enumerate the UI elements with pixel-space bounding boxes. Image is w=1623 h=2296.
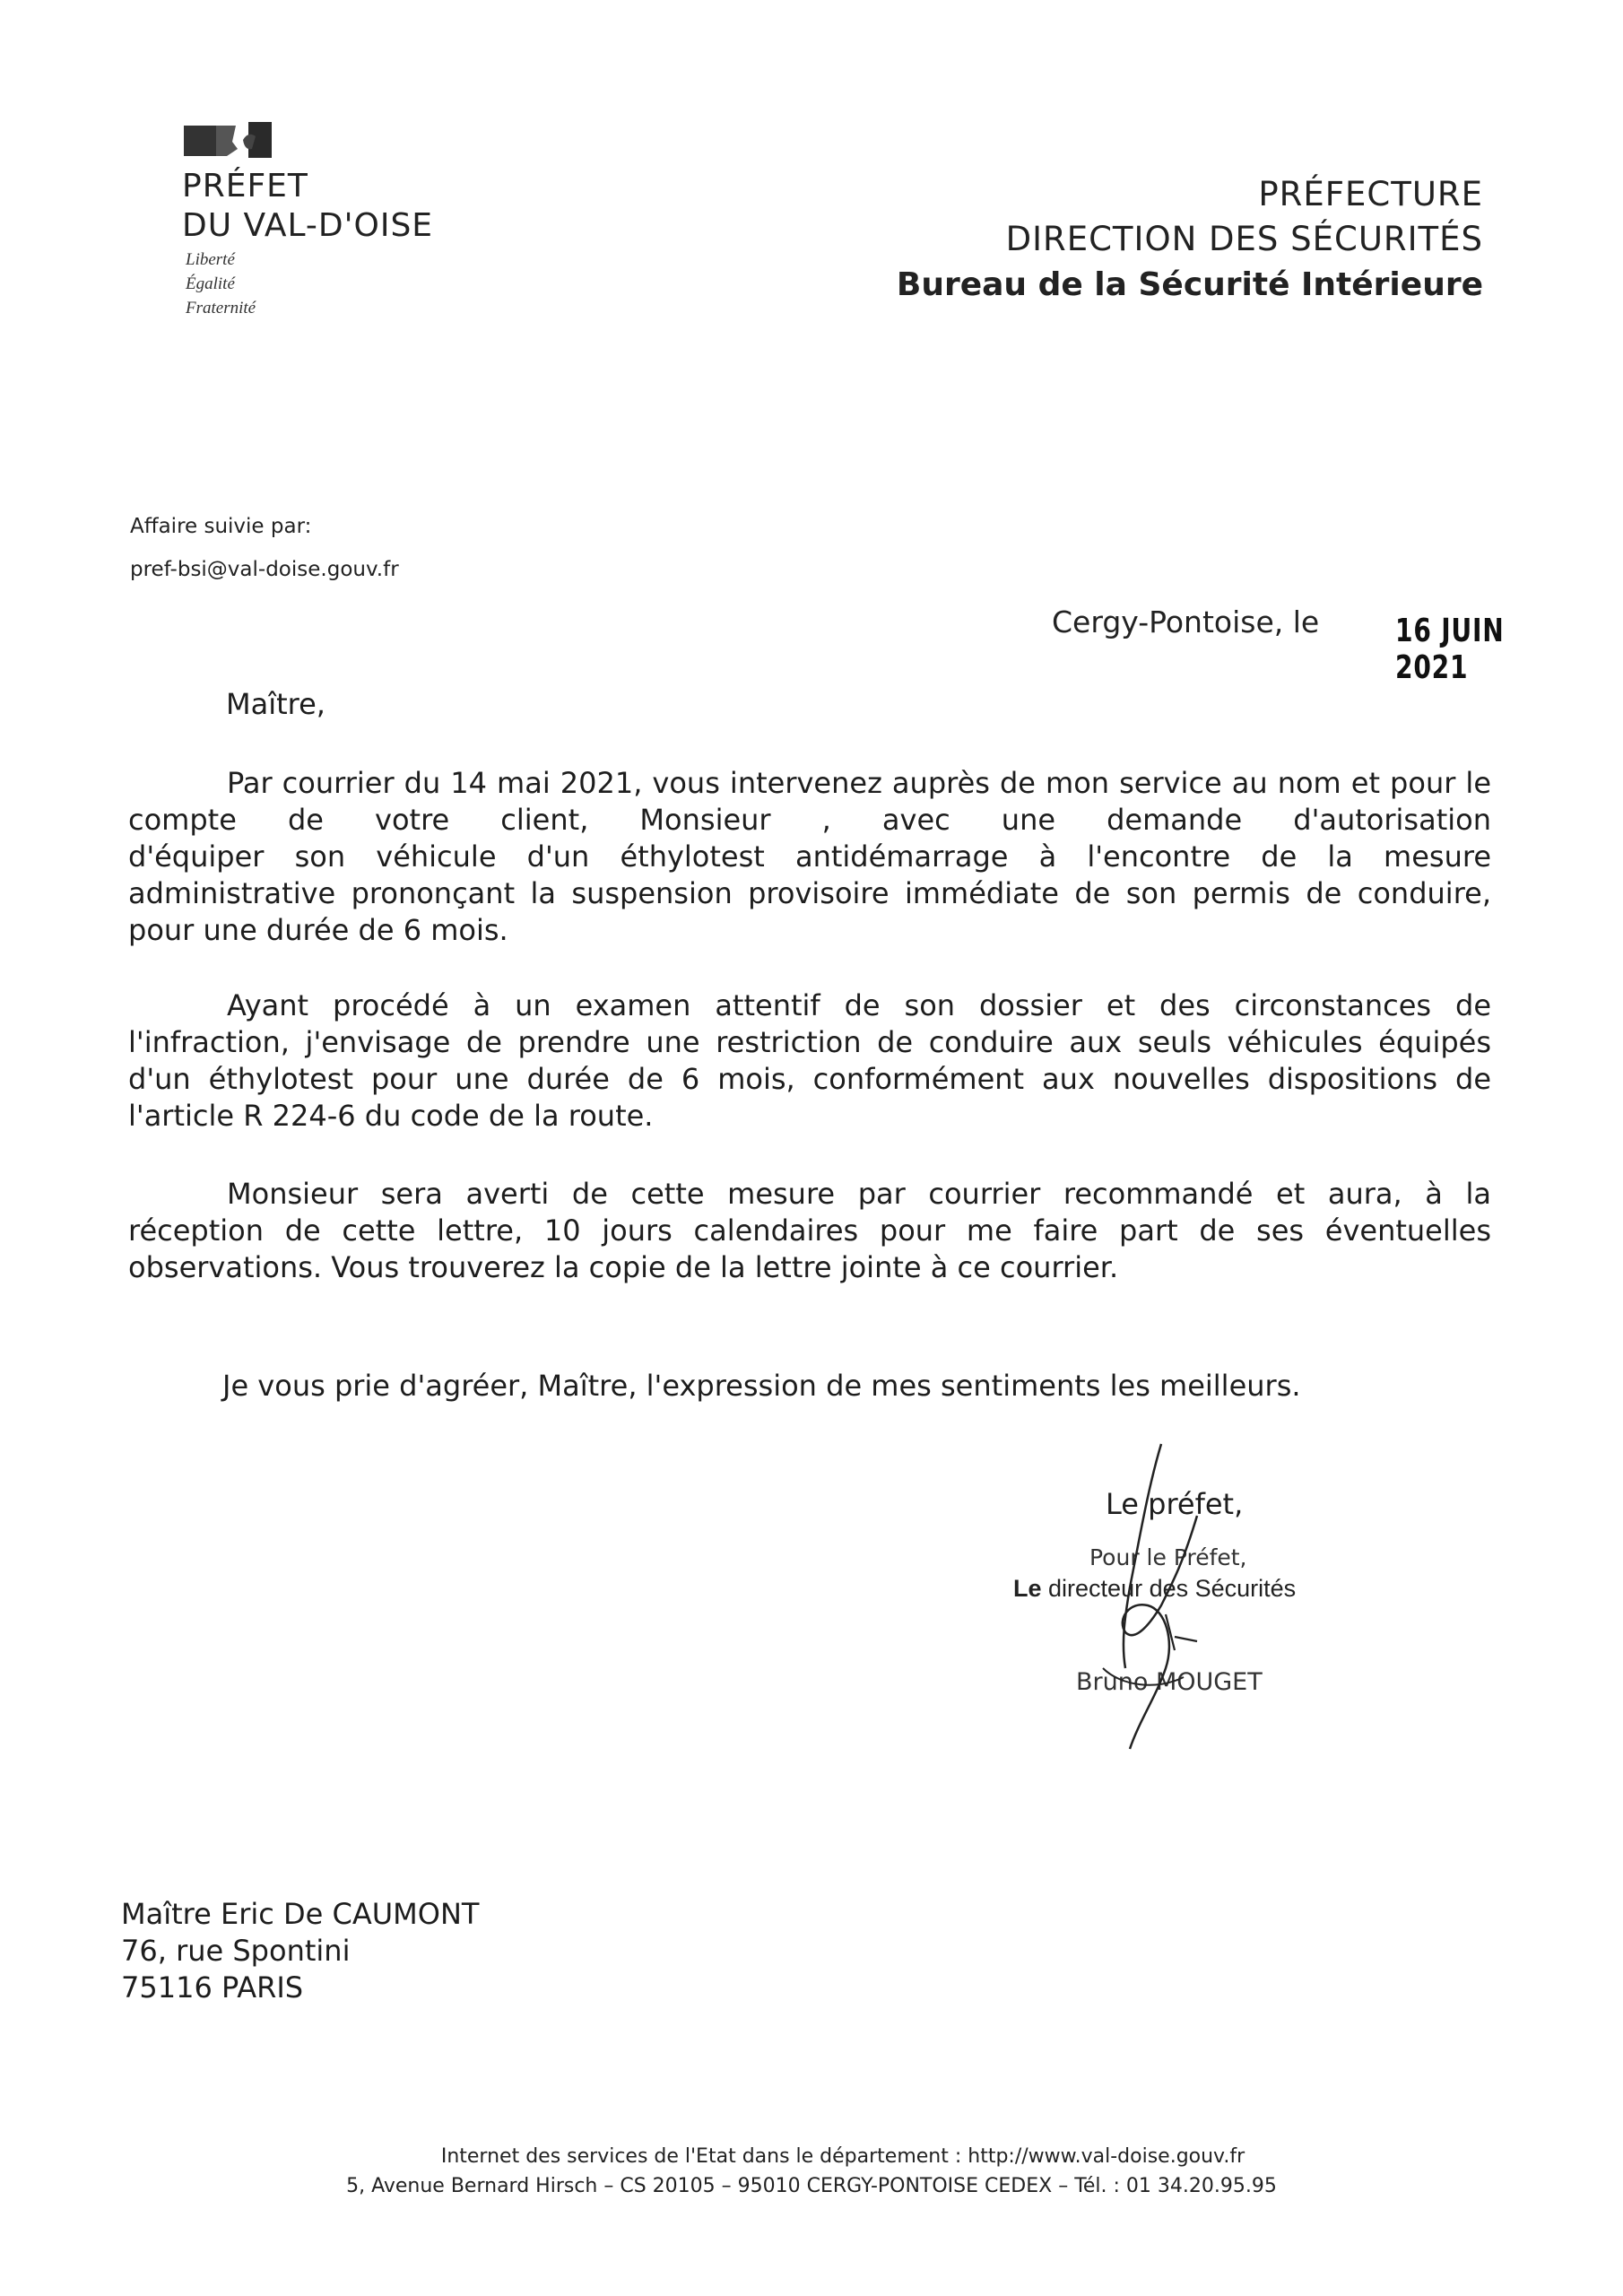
marianne-logo	[184, 122, 273, 160]
date-stamp: 16 JUIN 2021	[1395, 613, 1505, 686]
footer-address: 5, Avenue Bernard Hirsch – CS 20105 – 95010 CERGY-PONTOISE CEDEX – Tél. : 01 34.20.95.95	[346, 2175, 1277, 2197]
recipient-name: Maître Eric De CAUMONT	[121, 1897, 480, 1931]
paragraph-1-line: compte de votre client, Monsieur , avec une demande d'autorisation	[128, 803, 1491, 837]
signature-pour-le-prefet: Pour le Préfet,	[1089, 1544, 1247, 1570]
department-header	[897, 172, 1483, 309]
paragraph-1-line: administrative prononçant la suspension provisoire immédiate de son permis de conduire,	[128, 876, 1491, 910]
paragraph-1-line: pour une durée de 6 mois.	[128, 913, 508, 947]
signature-le-prefet: Le préfet,	[1106, 1487, 1244, 1521]
header-bureau: Bureau de la Sécurité Intérieure	[896, 266, 1483, 303]
recipient-street: 76, rue Spontini	[121, 1934, 351, 1968]
signature-directeur-title: directeur des Sécurités	[1048, 1575, 1297, 1602]
signature-directeur-prefix: Le	[1013, 1575, 1042, 1602]
motto-liberte: Liberté	[186, 250, 235, 269]
paragraph-1-line: d'équiper son véhicule d'un éthylotest antidémarrage à l'encontre de la mesure	[128, 839, 1491, 874]
prefet-title	[182, 167, 433, 246]
prefet-title-line1: PRÉFET	[182, 168, 308, 204]
contact-label: Affaire suivie par:	[130, 515, 312, 538]
paragraph-3-line: réception de cette lettre, 10 jours calendaires pour me faire part de ses éventuelles	[128, 1213, 1491, 1248]
paragraph-1	[128, 765, 1491, 949]
paragraph-2-line: d'un éthylotest pour une durée de 6 mois, conformément aux nouvelles dispositions de	[128, 1062, 1491, 1096]
paragraph-2-line: l'infraction, j'envisage de prendre une restriction de conduire aux seuls véhicules équipés	[128, 1025, 1491, 1059]
paragraph-1-line: Par courrier du 14 mai 2021, vous intervenez auprès de mon service au nom et pour le	[227, 766, 1491, 800]
closing-formula: Je vous prie d'agréer, Maître, l'expression de mes sentiments les meilleurs.	[222, 1369, 1301, 1403]
signatory-name: Bruno MOUGET	[1076, 1668, 1263, 1696]
header-prefecture: PRÉFECTURE	[1258, 175, 1483, 213]
contact-email: pref-bsi@val-doise.gouv.fr	[130, 558, 399, 581]
header-direction: DIRECTION DES SÉCURITÉS	[1005, 220, 1483, 258]
salutation: Maître,	[226, 687, 325, 721]
handwritten-signature	[1040, 1435, 1273, 1758]
recipient-city: 75116 PARIS	[121, 1970, 304, 2005]
paragraph-2-line: l'article R 224-6 du code de la route.	[128, 1099, 654, 1133]
contact-block	[130, 505, 399, 591]
motto-fraternite: Fraternité	[186, 299, 256, 317]
paragraph-3	[128, 1176, 1491, 1286]
paragraph-3-line: Monsieur sera averti de cette mesure par courrier recommandé et aura, à la	[227, 1177, 1491, 1211]
paragraph-2	[128, 987, 1491, 1135]
page-footer	[0, 2142, 1623, 2201]
footer-website: Internet des services de l'Etat dans le département : http://www.val-doise.gouv.fr	[440, 2145, 1245, 2168]
motto-egalite: Égalité	[186, 274, 235, 293]
recipient-address	[121, 1896, 479, 2006]
republic-motto	[186, 248, 256, 320]
paragraph-3-line: observations. Vous trouverez la copie de la lettre jointe à ce courrier.	[128, 1250, 1119, 1284]
prefet-title-line2: DU VAL-D'OISE	[182, 207, 434, 244]
date-place: Cergy-Pontoise, le	[1052, 604, 1320, 639]
paragraph-2-line: Ayant procédé à un examen attentif de son dossier et des circonstances de	[227, 988, 1491, 1022]
